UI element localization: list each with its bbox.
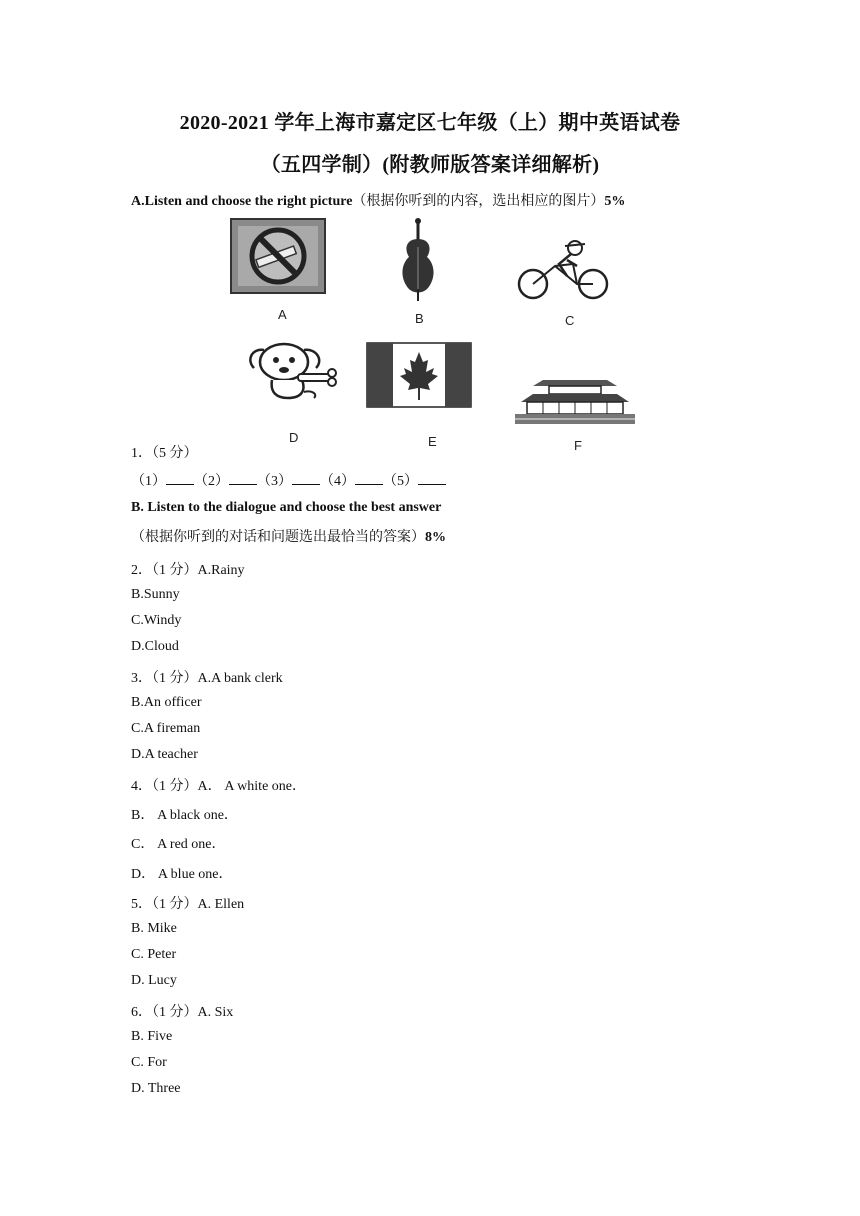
question-4-option-d[interactable]: D． A blue one． [131,867,233,882]
picture-label-d: D [289,430,299,445]
question-6-option-c[interactable]: C. For [131,1055,167,1070]
question-6-option-b[interactable]: B. Five [131,1029,173,1044]
section-a-heading-cn: （根据你听到的内容，选出相应的图片） [352,194,605,209]
answer-blank-5[interactable] [418,472,446,485]
answer-blank-4[interactable] [355,472,383,485]
question-3-option-b[interactable]: B.An officer [131,695,202,710]
picture-label-b: B [415,311,424,326]
question-6-stem: 6．（1 分）A. Six [131,1005,234,1020]
blank-label-5: （5） [383,474,418,489]
section-b-heading-en: B. Listen to the dialogue and choose the best answer [131,500,442,515]
question-1-stem: 1．（5 分） [131,446,198,461]
question-5-option-b[interactable]: B. Mike [131,921,177,936]
blank-label-4: （4） [320,474,355,489]
picture-label-e: E [428,434,437,449]
question-2-option-d[interactable]: D.Cloud [131,639,179,654]
section-a-heading-en: A.Listen and choose the right picture [131,194,353,209]
section-b-heading [131,493,731,553]
exam-title-line-2: （五四学制）(附教师版答案详细解析) [260,154,600,176]
question-3-option-c[interactable]: C.A fireman [131,721,201,736]
question-5-stem: 5．（1 分）A. Ellen [131,897,245,912]
question-2-option-b[interactable]: B.Sunny [131,587,180,602]
question-1-blanks [131,470,446,490]
canada-flag-icon [366,342,472,408]
section-a-weight: 5% [604,194,626,209]
answer-blank-2[interactable] [229,472,257,485]
question-4-option-c[interactable]: C． A red one． [131,837,226,852]
palace-building-icon [513,370,637,428]
picture-label-c: C [565,313,575,328]
blank-label-2: （2） [194,474,229,489]
question-2-option-c[interactable]: C.Windy [131,613,182,628]
question-2-stem: 2．（1 分）A.Rainy [131,563,245,578]
section-a-heading [131,190,625,210]
cyclist-icon [515,240,611,302]
section-b-heading-cn: （根据你听到的对话和问题选出最恰当的答案） [131,530,425,545]
violin-icon [396,217,440,303]
question-5-option-d[interactable]: D. Lucy [131,973,177,988]
exam-title-line-1: 2020-2021 学年上海市嘉定区七年级（上）期中英语试卷 [179,112,681,134]
question-3-stem: 3．（1 分）A.A bank clerk [131,671,283,686]
blank-label-3: （3） [257,474,292,489]
question-5-option-c[interactable]: C. Peter [131,947,177,962]
picture-label-f: F [574,438,582,453]
question-3-option-d[interactable]: D.A teacher [131,747,198,762]
answer-blank-1[interactable] [166,472,194,485]
picture-label-a: A [278,307,287,322]
question-6-option-d[interactable]: D. Three [131,1081,181,1096]
answer-blank-3[interactable] [292,472,320,485]
no-smoking-sign-icon [230,218,326,294]
question-4-option-b[interactable]: B． A black one． [131,808,238,823]
blank-label-1: （1） [131,474,166,489]
question-4-stem: 4．（1 分）A． A white one． [131,779,306,794]
puppy-with-bone-icon [244,340,338,402]
section-b-weight: 8% [425,530,446,545]
